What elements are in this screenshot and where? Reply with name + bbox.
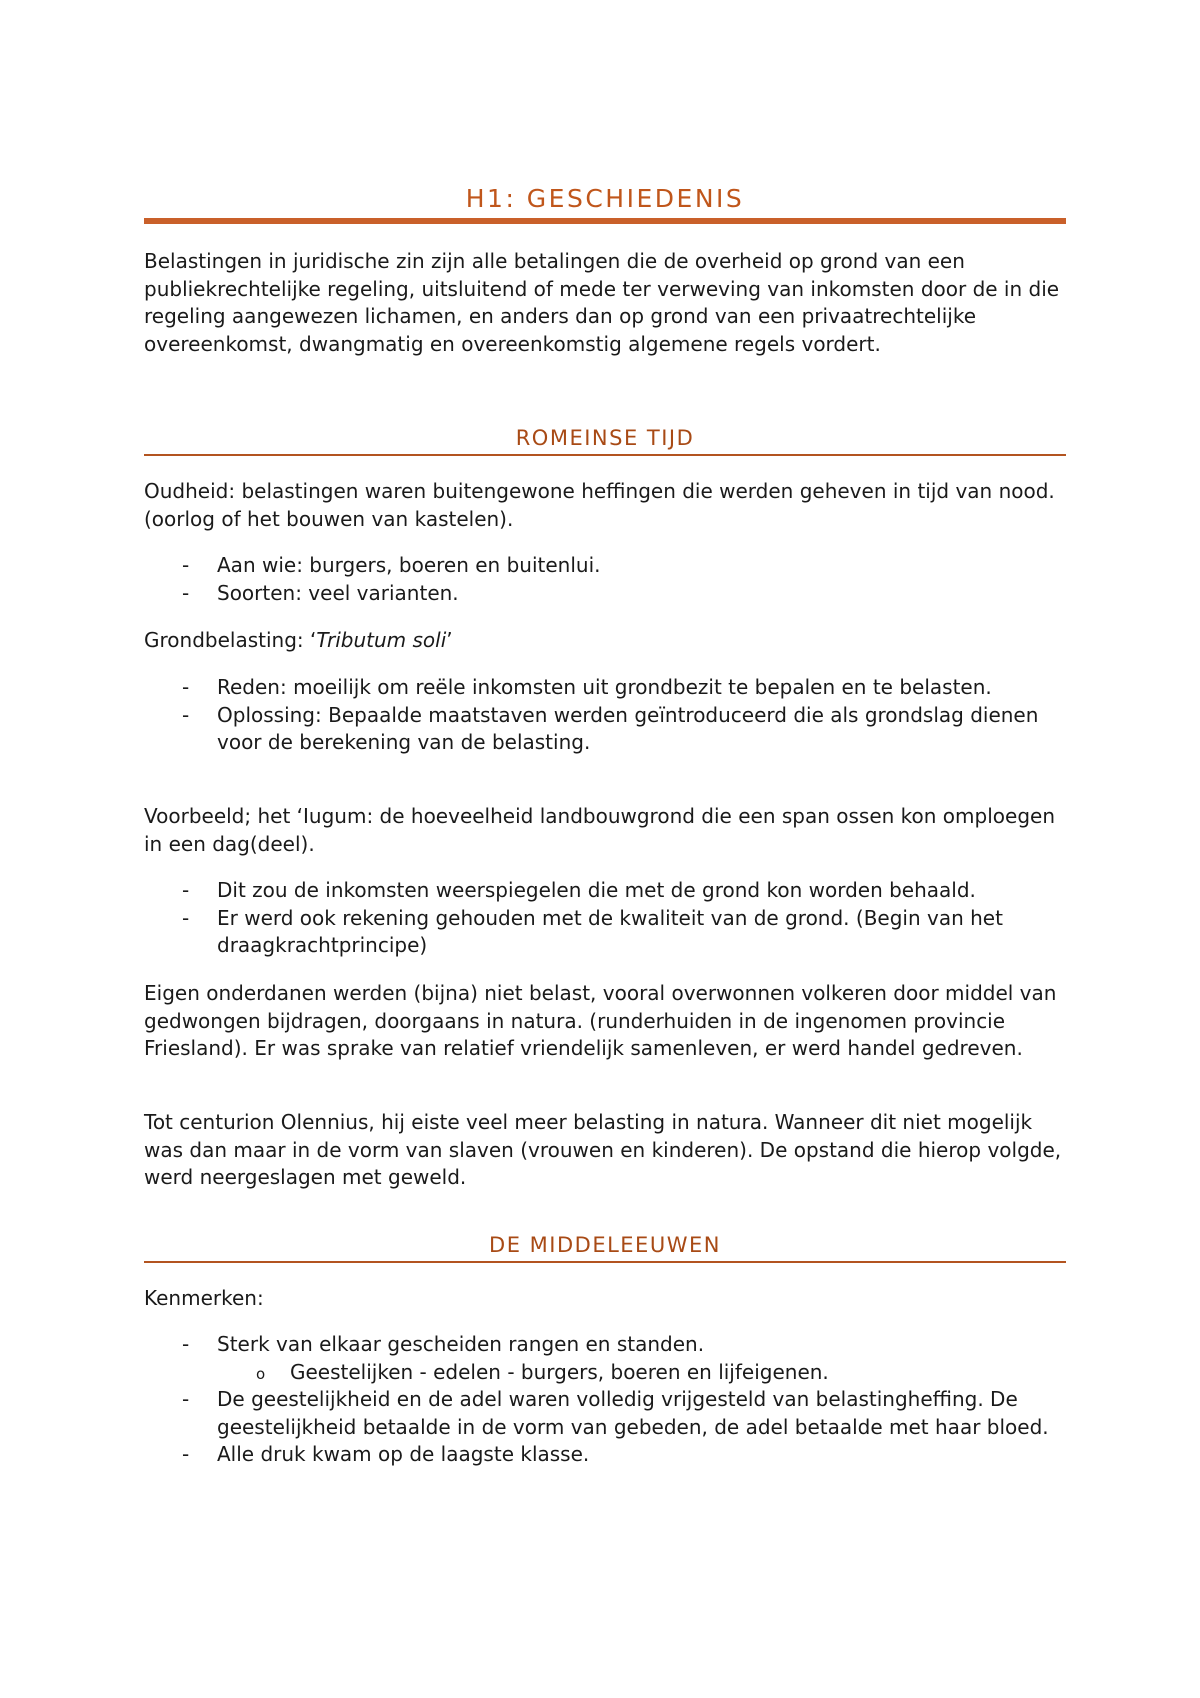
dash-bullet: - — [182, 1387, 190, 1411]
circle-bullet: o — [256, 1364, 266, 1383]
list-item-text: Sterk van elkaar gescheiden rangen en standen. — [217, 1332, 705, 1356]
section-heading-middeleeuwen: DE MIDDELEEUWEN — [489, 1233, 721, 1257]
text-suffix: ’ — [446, 628, 453, 652]
intro-paragraph: Belastingen in juridische zin zijn alle betalingen die de overheid op grond van een publiekrechtelijke regeling, uitsluitend of mede ter verweving van inkomsten door de in die regeling aangewezen lichamen, en anders dan op grond van een privaatrechtelijke overeenkomst, dwangmatig en overeenkomstig algemene regels vordert. — [144, 249, 1060, 356]
paragraph-voorbeeld: Voorbeeld; het ‘Iugum: de hoeveelheid landbouwgrond die een span ossen kon omploegen in een dag(deel). — [144, 804, 1055, 856]
list-item-text: Er werd ook rekening gehouden met de kwaliteit van de grond. (Begin van het draagkrachtprincipe) — [217, 905, 1003, 957]
list-item — [144, 1331, 1066, 1359]
list-item-text: Reden: moeilijk om reële inkomsten uit grondbezit te bepalen en te belasten. — [217, 675, 992, 699]
text-prefix: Grondbelasting: ‘ — [144, 628, 317, 652]
section-rule-romeinse-tijd — [144, 454, 1066, 456]
list-item-text: Alle druk kwam op de laagste klasse. — [217, 1442, 590, 1466]
section-heading-romeinse-tijd: ROMEINSE TIJD — [515, 426, 695, 450]
list-item-text: Aan wie: burgers, boeren en buitenlui. — [217, 553, 601, 577]
list-item-text: De geestelijkheid en de adel waren volledig vrijgesteld van belastingheffing. De geestelijkheid betaalde in de vorm van gebeden, de adel betaalde met haar bloed. — [217, 1387, 1049, 1439]
list-item — [144, 905, 1066, 960]
list-grondbelasting — [144, 674, 1066, 757]
list-kenmerken — [144, 1331, 1066, 1359]
paragraph-grondbelasting — [144, 627, 1066, 655]
dash-bullet: - — [182, 1332, 190, 1356]
sub-list-item — [144, 1359, 1066, 1387]
section-rule-middeleeuwen — [144, 1261, 1066, 1263]
dash-bullet: - — [182, 1442, 190, 1466]
title-rule — [144, 218, 1066, 224]
dash-bullet: - — [182, 553, 190, 577]
list-item — [144, 702, 1066, 757]
list-item-text: Soorten: veel varianten. — [217, 580, 459, 605]
sublist-standen — [144, 1359, 1066, 1387]
list-item — [144, 552, 1066, 580]
dash-bullet: - — [182, 580, 190, 605]
list-voorbeeld — [144, 877, 1066, 960]
list-kenmerken-continued — [144, 1386, 1066, 1469]
paragraph-kenmerken: Kenmerken: — [144, 1286, 264, 1310]
list-item — [144, 1386, 1066, 1441]
paragraph-oudheid: Oudheid: belastingen waren buitengewone heffingen die werden geheven in tijd van nood. (oorlog of het bouwen van kastelen). — [144, 479, 1055, 531]
dash-bullet: - — [182, 675, 190, 699]
list-oudheid — [144, 552, 1066, 607]
sub-list-item-text: Geestelijken - edelen - burgers, boeren en lijfeigenen. — [290, 1359, 829, 1384]
page-title: H1: GESCHIEDENIS — [465, 184, 745, 213]
list-item — [144, 877, 1066, 905]
document-page — [144, 0, 1066, 1698]
dash-bullet: - — [182, 905, 190, 930]
italic-term: Tributum soli — [316, 628, 447, 652]
list-item — [144, 580, 1066, 608]
paragraph-onderdanen: Eigen onderdanen werden (bijna) niet belast, vooral overwonnen volkeren door middel van gedwongen bijdragen, doorgaans in natura. (runderhuiden in de ingenomen provincie Friesland). Er was sprake van relatief vriendelijk samenleven, er werd handel gedreven. — [144, 981, 1057, 1060]
dash-bullet: - — [182, 702, 190, 727]
list-item — [144, 1441, 1066, 1469]
list-item-text: Oplossing: Bepaalde maatstaven werden geïntroduceerd die als grondslag dienen voor de berekening van de belasting. — [217, 702, 1039, 754]
dash-bullet: - — [182, 878, 190, 902]
list-item-text: Dit zou de inkomsten weerspiegelen die met de grond kon worden behaald. — [217, 878, 976, 902]
paragraph-olennius: Tot centurion Olennius, hij eiste veel meer belasting in natura. Wanneer dit niet mogelijk was dan maar in de vorm van slaven (vrouwen en kinderen). De opstand die hierop volgde, werd neergeslagen met geweld. — [144, 1110, 1062, 1189]
list-item — [144, 674, 1066, 702]
